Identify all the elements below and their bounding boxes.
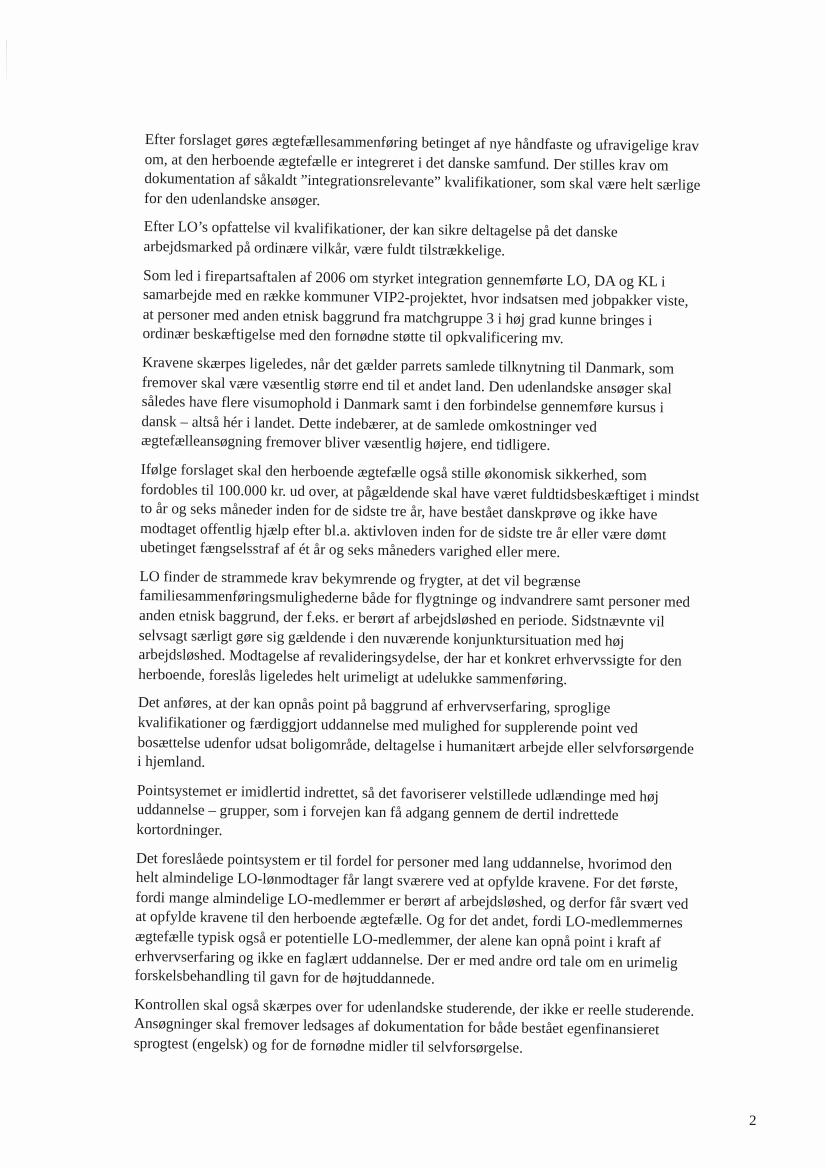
paragraph-2: Efter LO’s opfattelse vil kvalifikationer, der kan sikre deltagelse på det danske arbejdsmarked på ordinære vilkår, være fuldt tilstrækkelige.	[143, 219, 618, 260]
paragraph-1: Efter forslaget gøres ægtefællesammenføring betinget af nye håndfaste og ufravigelige krav om, at den herboende ægtefælle er integreret i det danske samfund. Der stilles krav om dokumentation af såkaldt ”integrationsrelevante” kvalifikationer, som skal være helt særlige for den udenlandske ansøger.	[144, 131, 701, 209]
paragraph-5: Ifølge forslaget skal den herboende ægtefælle også stille økonomisk sikkerhed, som fordobles til 100.000 kr. ud over, at pågældende skal have været fuldtidsbeskæftiget i mindst to år og seks måneder inden for de sidste tre år, have bestået danskprøve og ikke have modtaget offentlig hjælp efter bl.a. aktivloven inden for de sidste tre år eller være dømt ubetinget fængselsstraf af ét år og seks måneders varighed eller mere.	[139, 461, 700, 562]
paragraph-9: Det foreslåede pointsystem er til fordel for personer med lang uddannelse, hvorimod den helt almindelige LO-lønmodtager får langt sværere ved at opfylde kravene. For det første, fordi mange almindelige LO-medlemmer er berørt af arbejdsløshed, og derfor får svært ved at opfylde kravene til den herboende ægtefælle. Og for det andet, fordi LO-medlemmernes ægtefælle typisk også er potentielle LO-medlemmer, der alene kan opnå point i kraft af erhvervserfaring og ikke en faglært uddannelse. Der er med andre ord tale om en urimelig forskelsbehandling til gavn for de højtuddannede.	[134, 850, 689, 988]
paragraph-8: Pointsystemet er imidlertid indrettet, så det favoriserer velstillede udlændinge med høj uddannelse – grupper, som i forvejen kan få adgang gennem de dertil indrettede kortordninger.	[136, 782, 659, 839]
paragraph-6: LO finder de strammede krav bekymrende og frygter, at det vil begrænse familiesammenføringsmulighederne både for flygtninge og indvandrere samt personer med anden etnisk baggrund, der f.eks. er berørt af arbejdsløshed en periode. Sidstnævnte vil selvsagt særligt gøre sig gældende i den nuværende konjunktursituation med høj arbejdsløshed. Modtagelse af revalideringsydelse, der har et konkret erhvervssigte for den herboende, foreslås ligeledes helt urimeligt at udelukke sammenføring.	[138, 568, 691, 689]
scan-edge-mark	[6, 40, 7, 80]
document-body	[134, 131, 705, 1070]
paragraph-7: Det anføres, at der kan opnås point på baggrund af erhvervserfaring, sproglige kvalifikationer og færdiggjort uddannelse med mulighed for supplerende point ved bosættelse udenfor udsat boligområde, deltagelse i humanitært arbejde eller selvforsørgende i hjemland.	[137, 695, 694, 772]
paragraph-10: Kontrollen skal også skærpes over for udenlandske studerende, der ikke er reelle studerende. Ansøgninger skal fremover ledsages af dokumentation for både bestået egenfinansieret sprogtest (engelsk) og for de fornødne midler til selvforsørgelse.	[133, 996, 695, 1057]
paragraph-4: Kravene skærpes ligeledes, når det gælder parrets samlede tilknytning til Danmark, som fremover skal være væsentlig større end til et andet land. Den udenlandske ansøger skal således have flere visumophold i Danmark samt i den forbindelse gennemføre kursus i dansk – altså hér i landet. Dette indebærer, at de samlede omkostninger ved ægtefælleansøgning fremover bliver væsentlig højere, end tidligere.	[141, 354, 675, 455]
page-number: 2	[749, 1113, 757, 1129]
paragraph-3: Som led i firepartsaftalen af 2006 om styrket integration gennemførte LO, DA og KL i samarbejde med en række kommuner VIP2-projektet, hvor indsatsen med jobpakker viste, at personer med anden etnisk baggrund fra matchgruppe 3 i høj grad kunne bringes i ordinær beskæftigelse med den fornødne støtte til opkvalificering mv.	[142, 267, 689, 348]
